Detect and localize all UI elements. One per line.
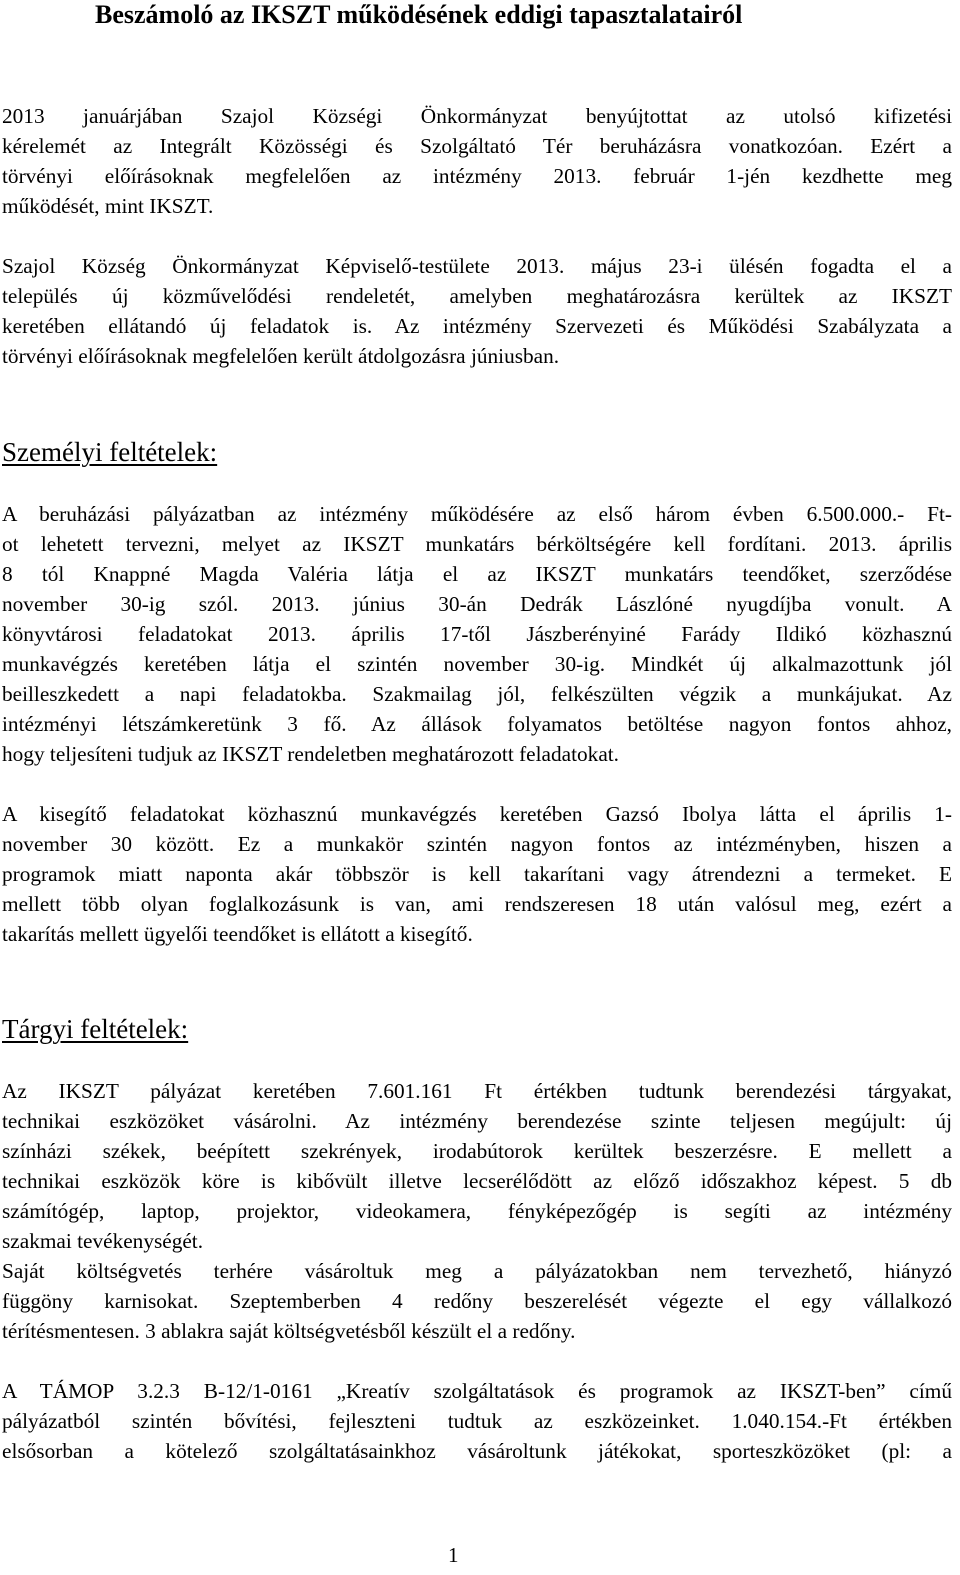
text-line: kérelemét az Integrált Közösségi és Szolgáltató Tér beruházásra vonatkozóan. Ezért a: [2, 134, 952, 158]
personal-section-heading: Személyi feltételek:: [2, 437, 218, 467]
text-line: technikai eszközök köre is kibővült illetve lecserélődött az előző időszakhoz képest. 5 db: [2, 1169, 952, 1193]
text-line: könyvtárosi feladatokat 2013. április 17-től Jászberényiné Farády Ildikó közhasznú: [2, 622, 952, 646]
text-line: A beruházási pályázatban az intézmény működésére az első három évben 6.500.000.- Ft-: [2, 502, 952, 526]
text-line: programok miatt naponta akár többször is kell takarítani vagy átrendezni a termeket. E: [2, 862, 952, 886]
text-line: Az IKSZT pályázat keretében 7.601.161 Ft értékben tudtunk berendezési tárgyakat,: [2, 1079, 952, 1103]
personal-paragraph-1: [2, 499, 952, 769]
text-line: működését, mint IKSZT.: [2, 194, 214, 218]
text-line: elsősorban a kötelező szolgáltatásainkhoz vásároltunk játékokat, sporteszközöket (pl: a: [2, 1439, 952, 1463]
text-line: Saját költségvetés terhére vásároltuk meg a pályázatokban nem tervezhető, hiányzó: [2, 1259, 952, 1283]
text-line: törvényi előírásoknak megfelelően az intézmény 2013. február 1-jén kezdhette meg: [2, 164, 952, 188]
text-line: technikai eszközöket vásárolni. Az intézmény berendezése szinte teljesen megújult: új: [2, 1109, 952, 1133]
material-paragraph-2: [2, 1256, 952, 1346]
text-line: takarítás mellett ügyelői teendőket is ellátott a kisegítő.: [2, 922, 473, 946]
text-line: 2013 januárjában Szajol Községi Önkormányzat benyújtottat az utolsó kifizetési: [2, 104, 952, 128]
text-line: november 30-ig szól. 2013. június 30-án Dedrák Lászlóné nyugdíjba vonult. A: [2, 592, 952, 616]
text-line: település új közművelődési rendeletét, amelyben meghatározásra kerültek az IKSZT: [2, 284, 952, 308]
intro-paragraph-2: [2, 251, 952, 371]
intro-paragraph-1: [2, 101, 952, 221]
text-line: 8 tól Knappné Magda Valéria látja el az IKSZT munkatárs teendőket, szerződése: [2, 562, 952, 586]
material-paragraph-3: [2, 1376, 952, 1466]
text-line: színházi székek, beépített szekrények, irodabútorok kerültek beszerzésre. E mellett a: [2, 1139, 952, 1163]
text-line: Szajol Község Önkormányzat Képviselő-testülete 2013. május 23-i ülésén fogadta el a: [2, 254, 952, 278]
text-line: intézményi létszámkeretünk 3 fő. Az állások folyamatos betöltése nagyon fontos ahhoz,: [2, 712, 952, 736]
text-line: függöny karnisokat. Szeptemberben 4 redőny beszerelését végezte el egy vállalkozó: [2, 1289, 952, 1313]
material-paragraph-1: [2, 1076, 952, 1256]
text-line: munkavégzés keretében látja el szintén november 30-ig. Mindkét új alkalmazottunk jól: [2, 652, 952, 676]
text-line: pályázatból szintén bővítési, fejleszteni tudtuk az eszközeinket. 1.040.154.-Ft értékben: [2, 1409, 952, 1433]
text-line: keretében ellátandó új feladatok is. Az intézmény Szervezeti és Működési Szabályzata a: [2, 314, 952, 338]
text-line: beilleszkedett a napi feladatokba. Szakmailag jól, felkészülten végzik a munkájukat. Az: [2, 682, 952, 706]
text-line: mellett több olyan foglalkozásunk is van, ami rendszeresen 18 után valósul meg, ezért a: [2, 892, 952, 916]
text-line: november 30 között. Ez a munkakör szintén nagyon fontos az intézményben, hiszen a: [2, 832, 952, 856]
text-line: térítésmentesen. 3 ablakra saját költségvetésből készült el a redőny.: [2, 1319, 576, 1343]
document-title: Beszámoló az IKSZT működésének eddigi tapasztalatairól: [95, 0, 743, 29]
text-line: számítógép, laptop, projektor, videokamera, fényképezőgép is segíti az intézmény: [2, 1199, 952, 1223]
text-line: ot lehetett tervezni, melyet az IKSZT munkatárs bérköltségére kell fordítani. 2013. április: [2, 532, 952, 556]
personal-paragraph-2: [2, 799, 952, 949]
text-line: A TÁMOP 3.2.3 B-12/1-0161 „Kreatív szolgáltatások és programok az IKSZT-ben” című: [2, 1379, 952, 1403]
text-line: A kisegítő feladatokat közhasznú munkavégzés keretében Gazsó Ibolya látta el április 1-: [2, 802, 952, 826]
page-number: 1: [448, 1543, 459, 1567]
text-line: hogy teljesíteni tudjuk az IKSZT rendeletben meghatározott feladatokat.: [2, 742, 620, 766]
material-section-heading: Tárgyi feltételek:: [2, 1014, 189, 1044]
text-line: szakmai tevékenységét.: [2, 1229, 204, 1253]
text-line: törvényi előírásoknak megfelelően került átdolgozásra júniusban.: [2, 344, 560, 368]
